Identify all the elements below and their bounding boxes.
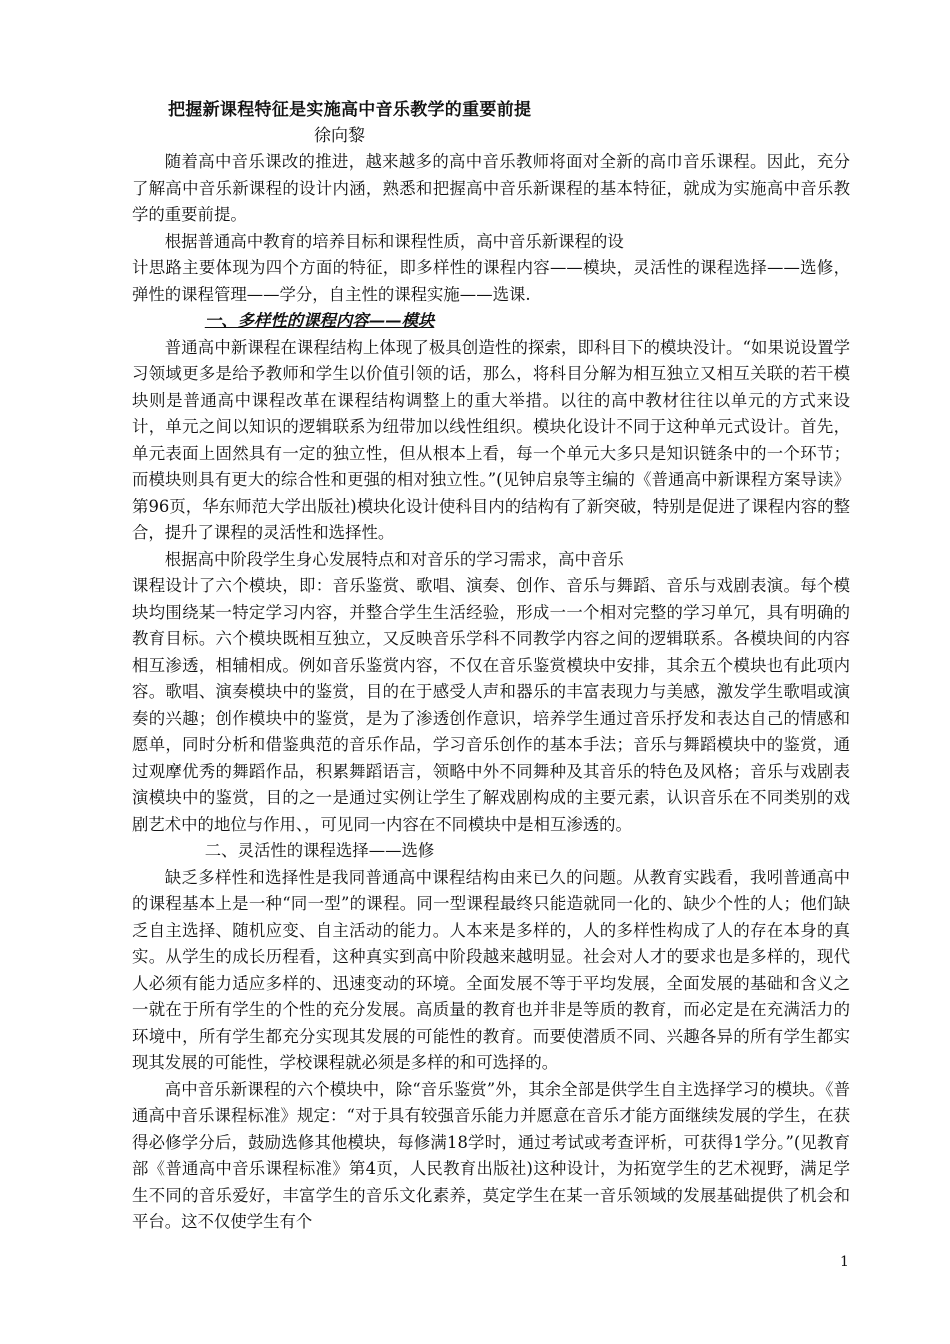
page-number: 1 — [840, 1254, 849, 1270]
paragraph-modules: 普通高中新课程在课程结构上体现了极具创造性的探索，即科目下的模块没计。“如果说设置学习领域更多是给予教师和学生以价值引领的话，那么，将科目分解为相互独立又相互关联的若干模块则是普通高中课程改革在课程结构调整上的重大举措。以往的高中教材往往以单元的方式来设计，单元之间以知识的逻辑联系为纽带加以线性组织。模块化设计不同于这种单元式设计。首先，单元表面上固然具有一定的独立性，但从根本上看，每一个单元大多只是知识链条中的一个环节；而模块则具有更大的综合性和更强的相对独立性。”(见钟启泉等主编的《普通高中新课程方案导读》第96页，华东师范大学出版社)模块化设计使科目内的结构有了新突破，特别是促进了课程内容的整合，提升了课程的灵活性和选择性。 — [132, 337, 850, 542]
paragraph-basis-start: 根据普通高中教育的培养目标和课程性质，高中音乐新课程的设 — [164, 231, 624, 251]
paragraph-six-modules-start: 根据高中阶段学生身心发展特点和对音乐的学习需求，高中音乐 — [164, 549, 624, 569]
document-body — [132, 149, 850, 1236]
paragraph-six-modules-continued: 课程设计了六个模块，即：音乐鉴赏、歌唱、演奏、创作、音乐与舞蹈、音乐与戏剧表演。每个模块均围绕某一特定学习内容，并整合学生生活经验，形成一一个相对完整的学习单冗，具有明确的教育目标。六个模块既相互独立，又反映音乐学科不同教学内容之间的逻辑联系。各模块间的内容相互渗透，相辅相成。例如音乐鉴赏内容，不仅在音乐鉴赏模块中安排，其余五个模块也有此项内容。歌唱、演奏模块中的鉴赏，目的在于感受人声和器乐的丰富表现力与美感，激发学生歌唱或演奏的兴趣；创作模块中的鉴赏，是为了渗透创作意识，培养学生通过音乐抒发和表达自己的情感和愿单，同时分析和借鉴典范的音乐作品，学习音乐创作的基本手法；音乐与舞蹈模块中的鉴赏，通过观摩优秀的舞蹈作品，积累舞蹈语言，领略中外不同舞种及其音乐的特色及风格；音乐与戏剧表演模块中的鉴赏，目的之一是通过实例让学生了解戏剧构成的主要元素，认识音乐在不同类别的戏剧艺术中的地位与作用、，可见同一内容在不同模块中是相互渗透的。 — [132, 576, 850, 834]
paragraph-electives: 高中音乐新课程的六个模块中，除“音乐鉴赏”外，其余全部是供学生自主选择学习的模块。《普通高中音乐课程标准》规定：“对于具有较强音乐能力并愿意在音乐才能方面继续发展的学生，在获得必修学分后，鼓励选修其他模块，每修满18学时，通过考试或考查评析，可获得1学分。”(见教育部《普通高中音乐课程标准》第4页，人民教育出版社)这种设计，为拓宽学生的艺术视野，满足学生不同的音乐爱好，丰富学生的音乐文化素养，莫定学生在某一音乐领域的发展基础提供了机会和平台。这不仅使学生有个 — [132, 1079, 850, 1231]
document-title: 把握新课程特征是实施高中音乐教学的重要前提 — [168, 100, 532, 120]
paragraph-basis-continued: 计思路主要体现为四个方面的特征，即多样性的课程内容——模块，灵活性的课程选择——选修，弹性的课程管理——学分，自主性的课程实施——选课. — [132, 258, 850, 304]
paragraph-diversity: 缺乏多样性和选择性是我同普通高中课程结构由来已久的问题。从教育实践看，我吲普通高中的课程基本上是一种“同一型”的课程。同一型课程最终只能造就同一化的、缺少个性的人；他们缺乏自主选择、随机应变、自主活动的能力。人本来是多样的，人的多样性构成了人的存在本身的真实。从学生的成长历程看，这种真实到高中阶段越来越明显。社会对人才的要求也是多样的，现代人必须有能力适应多样的、迅速变动的环境。全面发展不等于平均发展，全面发展的基础和含义之一就在于所有学生的个性的充分发展。高质量的教育也并非是等质的教育，而必定是在充满活力的环境中，所有学生都充分实现其发展的可能性的教育。而要使潜质不同、兴趣各异的所有学生都实现其发展的可能性，学校课程就必须是多样的和可选择的。 — [132, 867, 850, 1072]
section-heading-modules: 一、多样性的课程内容——模块 — [204, 311, 435, 330]
paragraph-intro: 随着高中音乐课改的推进，越来越多的高中音乐教师将面对全新的高巾音乐课程。因此，充分了解高中音乐新课程的设计内涵，熟悉和把握高中音乐新课程的基本特征，就成为实施高中音乐教学的重要前提。 — [132, 152, 850, 224]
section-heading-electives: 二、灵活性的课程选择——选修 — [204, 841, 435, 860]
document-author: 徐向黎 — [314, 126, 365, 146]
